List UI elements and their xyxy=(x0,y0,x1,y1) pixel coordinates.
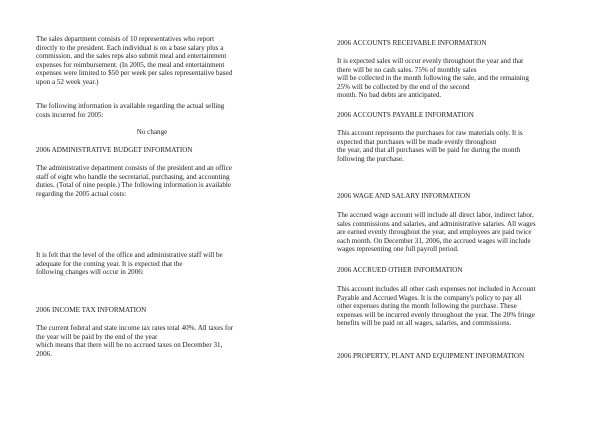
accounts-payable-heading: 2006 ACCOUNTS PAYABLE INFORMATION xyxy=(337,111,474,119)
wage-salary-heading: 2006 WAGE AND SALARY INFORMATION xyxy=(337,192,471,200)
accrued-other-heading: 2006 ACCRUED OTHER INFORMATION xyxy=(337,266,463,274)
accounts-payable-paragraph: This account represents the purchases for raw materials only. It is expected that purchases will be made evenly throughout the year, and that all purchases will be paid for during the month following the purchase. xyxy=(337,129,523,163)
admin-budget-heading: 2006 ADMINISTRATIVE BUDGET INFORMATION xyxy=(36,146,193,154)
income-tax-heading: 2006 INCOME TAX INFORMATION xyxy=(36,306,147,314)
wage-salary-paragraph: The accrued wage account will include all direct labor, indirect labor, sales commissions and salaries, and administrative salaries. All wages are earned evenly throughout the year, and employees are paid twice each month. On December 31, 2006, the accrued wages will include wages representing one full payroll period. xyxy=(337,211,536,254)
income-tax-paragraph: The current federal and state income tax rates total 40%. All taxes for the year will be paid by the end of the year which means that there will be no accrued taxes on December 31, 2006. xyxy=(36,324,234,358)
selling-costs-intro: The following information is available regarding the actual selling costs incurred for 2005: xyxy=(36,102,225,119)
accounts-receivable-heading: 2006 ACCOUNTS RECEIVABLE INFORMATION xyxy=(337,39,487,47)
sales-department-paragraph: The sales department consists of 10 representatives who report directly to the president. Each individual is on a base salary plus a commission, and the sales reps also submit meal and entertainment expenses for reimbursement. (In 2005, the meal and entertainment expenses were limited to $50 per week per sales representative based upon a 52 week year.) xyxy=(36,35,233,86)
staff-level-paragraph: It is felt that the level of the office and administrative staff will be adequate for the coming year. It is expected that the following changes will occur in 2006: xyxy=(36,251,223,277)
no-change-note: No change xyxy=(136,128,168,136)
accounts-receivable-paragraph: It is expected sales will occur evenly throughout the year and that there will be no cash sales. 75% of monthly sales will be collected in the month following the sale, and the remaining 25% will be collected by the end of the second month. No bad debts are anticipated. xyxy=(337,57,529,100)
admin-department-paragraph: The administrative department consists of the president and an office staff of eight who handle the secretarial, purchasing, and accounting duties. (Total of nine people.) The following information is available regarding the 2005 actual costs: xyxy=(36,164,232,198)
ppe-heading: 2006 PROPERTY, PLANT AND EQUIPMENT INFORMATION xyxy=(337,352,525,360)
accrued-other-paragraph: This account includes all other cash expenses not included in Account Payable and Accrued Wages. It is the company's policy to pay all other expenses during the month following the purchase. These expenses will be incurred evenly throughout the year. The 20% fringe benefits will be paid on all wages, salaries, and commissions. xyxy=(337,285,536,328)
